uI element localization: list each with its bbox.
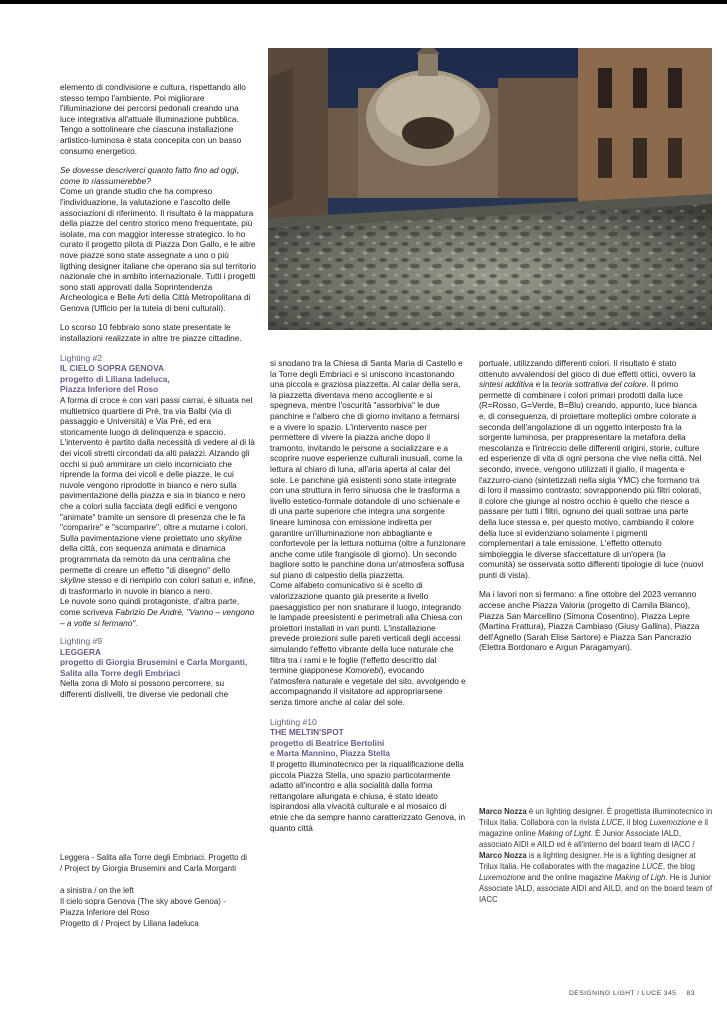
paragraph: Lo scorso 10 febbraio sono state presentate le installazioni realizzate in altre tre piazze cittadine.	[60, 322, 242, 344]
section-place: Salita alla Torre degli Embriaci	[60, 667, 181, 678]
section-label: Lighting #9	[60, 636, 103, 647]
section-label: Lighting #2	[60, 352, 103, 363]
section-label: Lighting #10	[270, 716, 317, 727]
section-credit: progetto di Liliana Iadeluca,	[60, 373, 170, 384]
section-title: LEGGERA	[60, 646, 102, 657]
column-middle	[270, 358, 466, 833]
paragraph: portuale, utilizzando differenti colori. Il risultato è stato ottenuto avvalendosi del gioco di due effetti ottici, ovvero la sintesi additiva e la teoria sottrativa del colore. Il primo permette di combinare i colori primari prodotti dalla luce (R=Rosso, G=Verde, B=Blu) creando, appunto, luce bianca e, di conseguenza, di proiettare molteplici ombre colorate a seconda dell'angolazione di un oggetto interposto fra la sorgente luminosa, per prappresentare la metafora della mescolanza e l'intreccio delle differenti origini, storie, culture ed esperienze di vita di ogni persona che vive nella città. Nel secondo, invece, vengono utilizzati il giallo, il magenta e l'azzurro-ciano (sintetizzati nella sigla YMC) che formano tra di loro il massimo contrasto: sovrapponendo più filtri colorati, il colore che giunge al nostro occhio è quello che riesce a passare per tutti i filtri, ognuno dei quali sottrae una parte della luce stessa e, per questo motivo, cambiando il colore della luce si evidenziano solamente i pigmenti complementari a tale emissione. L'effetto ottenuto simboleggia le diverse sfaccettature di un'opera (la comunità) se osservata sotto differenti tipologie di luce (nuovi punti di vista).	[479, 358, 704, 580]
section-heading-lighting-9	[60, 636, 256, 678]
paragraph: Sulla pavimentazione viene proiettato uno skyline della città, con sequenza animata e dinamica programmata da remoto da una centralina che permette di creare un effetto "di disegno" dello skyline stesso e di riempirlo con colori saturi e, infine, di trasformarlo in nuvole in bianco a nero.	[60, 532, 256, 596]
top-rule	[0, 0, 727, 4]
issue-number: LUCE 345	[641, 990, 677, 997]
section-credit: progetto di Beatrice Bertolini	[270, 737, 385, 748]
column-left	[60, 82, 256, 700]
paragraph: Ma i lavori non si fermano: a fine ottobre del 2023 verranno accese anche Piazza Valoria (progetto di Camila Blanco), Piazza San Marcellino (Simona Cosentino), Piazza Lepre (Martina Frattura), Piazza Cambiaso (Giusy Gallina), Piazza dell'Agnello (Sarah Elise Sartore) e Piazza San Pancrazio (Elettra Bordonaro e Argun Paragamyan).	[479, 589, 700, 653]
paragraph: A forma di croce e con vari passi carrai, è situata nel multietnico quartiere di Prè, tra via Balbi (via di passaggio e Università) e Via Prè, ed era storicamente luogo di delinquenza e spaccio. L'intervento è partito dalla necessità di vedere al di là dei vicoli stretti circondati da alti palazzi. Alzando gli occhi si può ammirare un cielo incorniciato che riprende la forma dei vicoli e delle piazze, le cui nuvole vengono riprodotte in bianco e nero sulla pavimentazione della piazza e sia in bianco e nero che a colori sulla facciata degli edifici e vengono "animate" tramite un sensore di presenza che le fa "comparire" e "scomparire", oltre a mutarne i colori.	[60, 395, 255, 533]
section-title: THE MELTIN'SPOT	[270, 727, 344, 738]
interview-question: Se dovesse descriverci quanto fatto fino ad oggi, come lo riassumerebbe?	[60, 165, 239, 186]
section-title: IL CIELO SOPRA GENOVA	[60, 363, 165, 374]
paragraph: elemento di condivisione e cultura, rispettando allo stesso tempo l'ambiente. Poi migliorare l'illuminazione dei percorsi pedonali creando una luce integrativa all'attuale illuminazione pubblica. Tengo a sottolineare che ciascuna installazione artistico-luminosa è stata concepita con un basso consumo energetico.	[60, 82, 246, 156]
caption-cielo: a sinistra / on the left Il cielo sopra Genova (The sky above Genoa) - Piazza Inferiore del Roso Progetto di / Project by Liliana Iadeluca	[60, 886, 226, 928]
paragraph: Come alfabeto comunicativo si è scelto di valorizzazione quanto già presente a livello paesaggistico per non snaturare il luogo, integrando le lampade preesistenti e perimetrali alla Chiesa con proiettori installati in vari punti. L'installazione prevede proiezioni sulle pareti verticali degli accessi simulando l'effetto vibrante della luce naturale che filtra tra i rami e le foglie (l'effetto descritto dal termine giapponese Komorebi), evocando l'atmosfera naturale e vegetale del sito, avvolgendo e accompagnando il visitatore ad appropriarsene senza timore anche al calar del sole.	[270, 580, 466, 707]
column-right	[479, 358, 704, 662]
paragraph: Il progetto illuminotecnico per la riqualificazione della piccola Piazza Stella, uno spazio particolarmente adatto all'incontro e alla socialità dalla forma rettangolare allungata e chiusa, è stato ideato ispirandosi alla vivacità culturale e al mosaico di etnie che da sempre hanno caratterizzato Genova, in quanto città	[270, 758, 466, 833]
night-photo-church-dome-projected-shadows	[268, 48, 712, 330]
paragraph: si snodano tra la Chiesa di Santa Maria di Castello e la Torre degli Embriaci e si uniscono incastonando una piccola e graziosa piazzetta. Al calar della sera, la piazzetta diventava meno accogliente e si spegneva, mentre l'oscurità "assorbiva" le due panchine e l'albero che di giorno invitano a fermarsi e a vivere lo spazio. L'intervento nasce per permettere di vivere la piazza anche dopo il tramonto, invitando le persone a socializzare e a scoprire nuove esperienze culturali inusuali, come la lettura al chiaro di luna, all'aria aperta al calar del sole. Le panchine già esistenti sono state integrate con una struttura in ferro sinuosa che le trasforma a livello estetico-formale dotandole di uno schienale e di una parte superiore che integra una sorgente lineare luminosa con emissione indiretta per garantire un'illuminazione non abbagliante e confortevole per la lettura notturna (oltre a funzionare anche come utile frangisole di giorno). Un secondo bagliore sotto le panchine dona un'atmosfera soffusa sul piano di calpestio della piazzetta.	[270, 358, 466, 580]
paragraph: Le nuvole sono quindi protagoniste, d'altra parte, come scriveva Fabrizio De André, "Vanno – vengono – a volte si fermano".	[60, 596, 255, 628]
section-heading-lighting-2	[60, 353, 256, 395]
section-heading-lighting-10	[270, 717, 466, 759]
magazine-name: DESIGNING LIGHT	[568, 990, 635, 997]
photo-captions	[60, 852, 250, 940]
author-bio: Marco Nozza è un lighting designer. È progettista illuminotecnico in Trilux Italia. Collabora con la rivista LUCE, il blog Luxemozione e il magazine online Making of Light. È Junior Associate IALD, associato AIDI e AILD ed è all'interno del board team di IACC / Marco Nozza is a lighting designer. He is a lighting designer at Trilux Italia. He collaborates with the magazine LUCE, the blog Luxemozione and the online magazine Making of Ligh. He is Junior Associate IALD, associate AIDI and AILD, and on the board team of IACC	[479, 807, 713, 904]
paragraph: Nella zona di Molo si possono percorrere, su differenti dislivelli, tre diverse vie pedonali che	[60, 678, 229, 700]
section-credit: progetto di Giorgia Brusemini e Carla Morganti,	[60, 657, 248, 668]
page-footer: DESIGNING LIGHT / LUCE 345 83	[568, 990, 695, 997]
paragraph: Come un grande studio che ha compreso l'individuazione, la valutazione e l'ascolto delle associazioni di riferimento. Il risultato è la mappatura della piazze del centro storico meno frequentate, più isolate, ma con maggior interesse strategico. Io ho curato il progetto pilota di Piazza Don Gallo, e le altre nove piazze sono state assegnate a uno o più ligthing designer italiane che operano sia sul territorio nazionale che in ambito internazionale. Tutti i progetti sono stati approvati dalla Soprintendenza Archeologica e Belle Arti della Città Metropolitana di Genova (Ufficio per la tutela di beni culturali).	[60, 186, 257, 313]
section-place: Piazza Inferiore del Roso	[60, 384, 159, 395]
section-place: e Marta Mannino, Piazza Stella	[270, 748, 390, 759]
page-number: 83	[686, 990, 695, 997]
caption-leggera: Leggera - Salita alla Torre degli Embriaci. Progetto di / Project by Giorgia Brusemini and Carla Morganti	[60, 853, 248, 873]
